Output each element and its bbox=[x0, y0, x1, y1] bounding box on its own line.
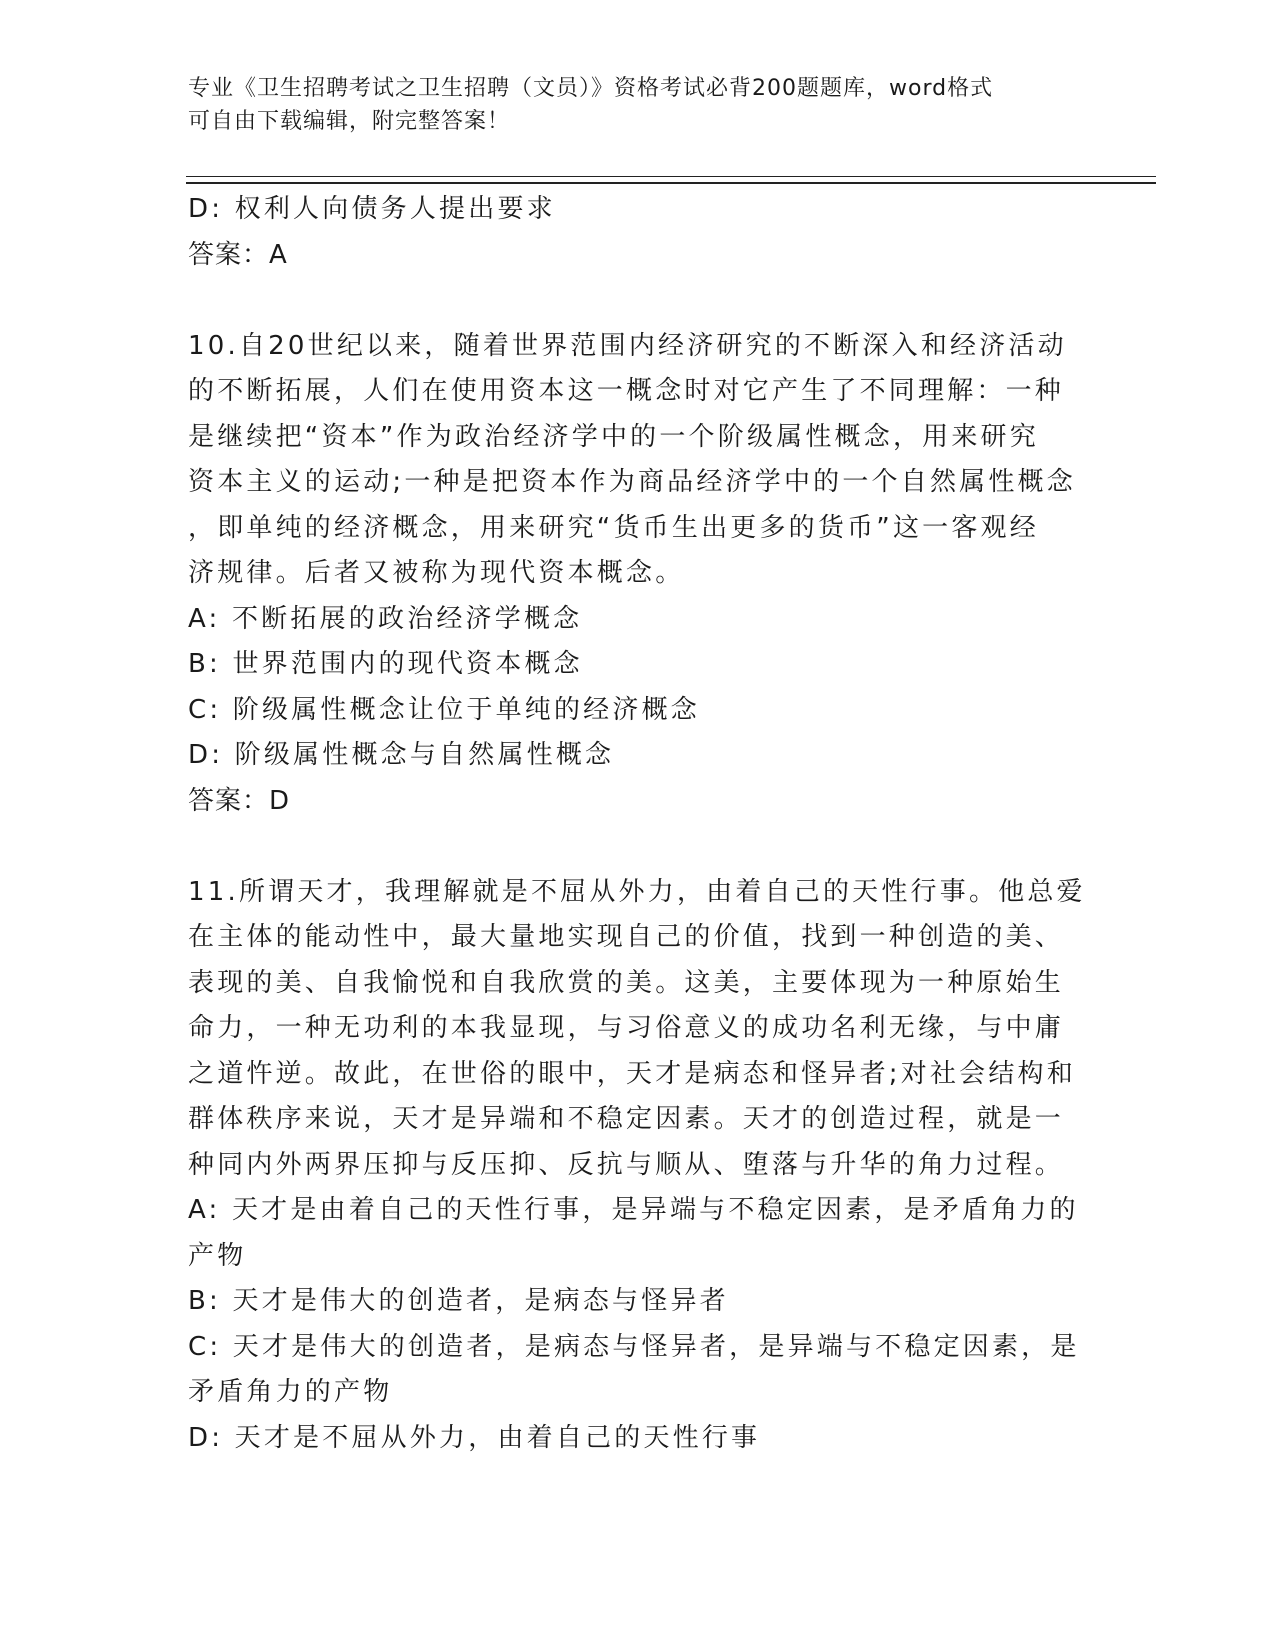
question-text-line: 济规律。后者又被称为现代资本概念。 bbox=[188, 558, 685, 588]
spacer bbox=[188, 824, 1088, 870]
option-d: D: 阶级属性概念与自然属性概念 bbox=[188, 740, 615, 770]
question-text-line: 资本主义的运动;一种是把资本作为商品经济学中的一个自然属性概念 bbox=[188, 467, 1076, 497]
answer-label: 答案：D bbox=[188, 785, 291, 816]
question-text-line: ，即单纯的经济概念，用来研究“货币生出更多的货币”这一客观经 bbox=[188, 512, 1039, 543]
option-a: A: 不断拓展的政治经济学概念 bbox=[188, 603, 583, 634]
question-text-line: 命力，一种无功利的本我显现，与习俗意义的成功名利无缘，与中庸 bbox=[188, 1013, 1065, 1043]
answer-label: 答案：A bbox=[188, 239, 288, 270]
document-header bbox=[188, 72, 1088, 138]
header-divider bbox=[186, 176, 1156, 184]
question-text-line: 在主体的能动性中，最大量地实现自己的价值，找到一种创造的美、 bbox=[188, 922, 1065, 952]
header-line-1: 专业《卫生招聘考试之卫生招聘（文员）》资格考试必背200题题库，word格式 bbox=[188, 76, 994, 101]
option-b: B: 天才是伟大的创造者，是病态与怪异者 bbox=[188, 1286, 729, 1316]
question-text-line: 种同内外两界压抑与反压抑、反抗与顺从、堕落与升华的角力过程。 bbox=[188, 1149, 1065, 1180]
header-line-2: 可自由下载编辑，附完整答案！ bbox=[188, 109, 511, 134]
option-c: C: 天才是伟大的创造者，是病态与怪异者，是异端与不稳定因素，是 bbox=[188, 1331, 1080, 1362]
question-10 bbox=[188, 324, 1088, 825]
option-a-continued: 产物 bbox=[188, 1240, 247, 1271]
option-d: D: 权利人向债务人提出要求 bbox=[188, 194, 556, 224]
document-body bbox=[188, 187, 1088, 1461]
option-d: D: 天才是不屈从外力，由着自己的天性行事 bbox=[188, 1422, 761, 1453]
question-text-line: 之道忤逆。故此，在世俗的眼中，天才是病态和怪异者;对社会结构和 bbox=[188, 1058, 1076, 1089]
option-c-continued: 矛盾角力的产物 bbox=[188, 1377, 393, 1407]
question-text-line: 群体秩序来说，天才是异端和不稳定因素。天才的创造过程，就是一 bbox=[188, 1104, 1065, 1134]
question-text-line: 11.所谓天才，我理解就是不屈从外力，由着自己的天性行事。他总爱 bbox=[188, 876, 1086, 907]
question-text-line: 的不断拓展，人们在使用资本这一概念时对它产生了不同理解：一种 bbox=[188, 376, 1065, 406]
question-text-line: 是继续把“资本”作为政治经济学中的一个阶级属性概念，用来研究 bbox=[188, 421, 1039, 452]
spacer bbox=[188, 278, 1088, 324]
option-a: A: 天才是由着自己的天性行事，是异端与不稳定因素，是矛盾角力的 bbox=[188, 1195, 1079, 1225]
question-text-line: 表现的美、自我愉悦和自我欣赏的美。这美，主要体现为一种原始生 bbox=[188, 967, 1065, 998]
question-text-line: 10.自20世纪以来，随着世界范围内经济研究的不断深入和经济活动 bbox=[188, 330, 1067, 361]
option-c: C: 阶级属性概念让位于单纯的经济概念 bbox=[188, 694, 700, 725]
option-b: B: 世界范围内的现代资本概念 bbox=[188, 649, 583, 679]
question-9-tail bbox=[188, 187, 1088, 278]
question-11 bbox=[188, 870, 1088, 1462]
